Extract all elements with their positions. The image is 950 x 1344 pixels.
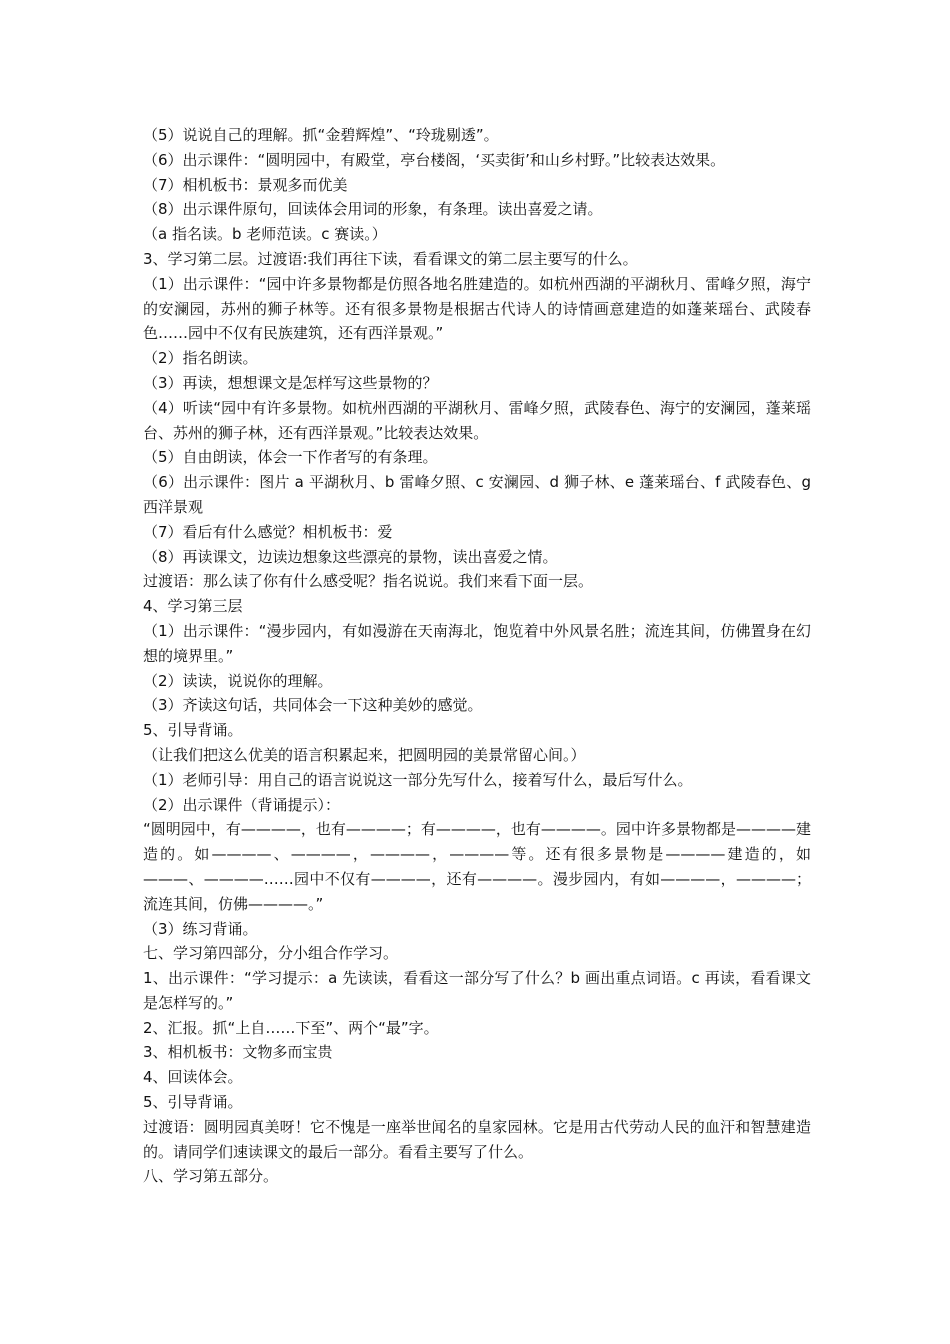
text-line: （3）练习背诵。 [143,919,258,938]
text-line: 1、出示课件：“学习提示：a 先读读，看看这一部分写了什么？b 画出重点词语。c 再读，看看课文是怎样写的。” [143,969,811,1012]
text-line: （3）再读，想想课文是怎样写这些景物的？ [143,373,438,392]
text-line: （6）出示课件：“圆明园中，有殿堂，亭台楼阁，‘买卖街’和山乡村野。”比较表达效果。 [143,150,726,169]
document-body [143,123,811,1189]
text-line: （让我们把这么优美的语言积累起来，把圆明园的美景常留心间。） [143,745,586,764]
section-heading: 5、引导背诵。 [143,721,243,740]
text-line: （1）出示课件：“漫步园内，有如漫游在天南海北，饱览着中外风景名胜；流连其间，仿佛置身在幻想的境界里。” [143,621,811,665]
text-line: （1）老师引导：用自己的语言说说这一部分先写什么，接着写什么，最后写什么。 [143,770,693,789]
text-line: （6）出示课件：图片 a 平湖秋月、b 雷峰夕照、c 安澜园、d 狮子林、e 蓬莱瑶台、f 武陵春色、g 西洋景观 [143,473,811,516]
text-line: （a 指名读。b 老师范读。c 赛读。） [143,225,387,244]
text-line: （7）看后有什么感觉？相机板书：爱 [143,522,393,541]
section-heading: 七、学习第四部分，分小组合作学习。 [143,944,399,963]
text-line: （7）相机板书：景观多而优美 [143,175,348,194]
text-line: （4）听读“园中有许多景物。如杭州西湖的平湖秋月、雷峰夕照，武陵春色、海宁的安澜园，蓬莱瑶台、苏州的狮子林，还有西洋景观。”比较表达效果。 [143,398,811,442]
text-line: （8）出示课件原句，回读体会用词的形象，有条理。读出喜爱之请。 [143,200,603,219]
text-line: 4、回读体会。 [143,1068,243,1087]
text-line: （2）指名朗读。 [143,349,258,368]
text-line: 5、引导背诵。 [143,1093,243,1112]
text-line: （2）出示课件（背诵提示）： [143,795,341,814]
text-line: （5）自由朗读，体会一下作者写的有条理。 [143,448,438,467]
text-line: （5）说说自己的理解。抓“金碧辉煌”、“玲珑剔透”。 [143,126,499,144]
text-line: 3、学习第二层。过渡语:我们再往下读，看看课文的第二层主要写的什么。 [143,249,638,268]
text-line: （1）出示课件：“园中许多景物都是仿照各地名胜建造的。如杭州西湖的平湖秋月、雷峰夕照，海宁的安澜园，苏州的狮子林等。还有很多景物是根据古代诗人的诗情画意建造的如蓬莱瑶台、武陵春色……园中不仅有民族建筑，还有西洋景观。” [143,274,811,343]
text-line: （8）再读课文，边读边想象这些漂亮的景物，读出喜爱之情。 [143,547,558,566]
text-line: 2、汇报。抓“上自……下至”、两个“最”字。 [143,1018,439,1037]
section-heading: 八、学习第五部分。 [143,1167,279,1186]
text-line: 过渡语：那么读了你有什么感受呢？指名说说。我们来看下面一层。 [143,572,594,591]
text-line: （2）读读，说说你的理解。 [143,671,333,690]
text-line: （3）齐读这句话，共同体会一下这种美妙的感觉。 [143,696,483,715]
text-line: 3、相机板书：文物多而宝贵 [143,1043,333,1062]
text-line: 过渡语：圆明园真美呀！它不愧是一座举世闻名的皇家园林。它是用古代劳动人民的血汗和智慧建造的。请同学们速读课文的最后一部分。看看主要写了什么。 [143,1117,811,1161]
text-line: “圆明园中，有————，也有————；有————，也有————。园中许多景物都是————建造的。如————、————，————，————等。还有很多景物是————建造的，如———、————……园中不仅有————，还有————。漫步园内，有如————，————；流连其间，仿佛————。” [143,820,811,913]
section-heading: 4、学习第三层 [143,597,243,616]
